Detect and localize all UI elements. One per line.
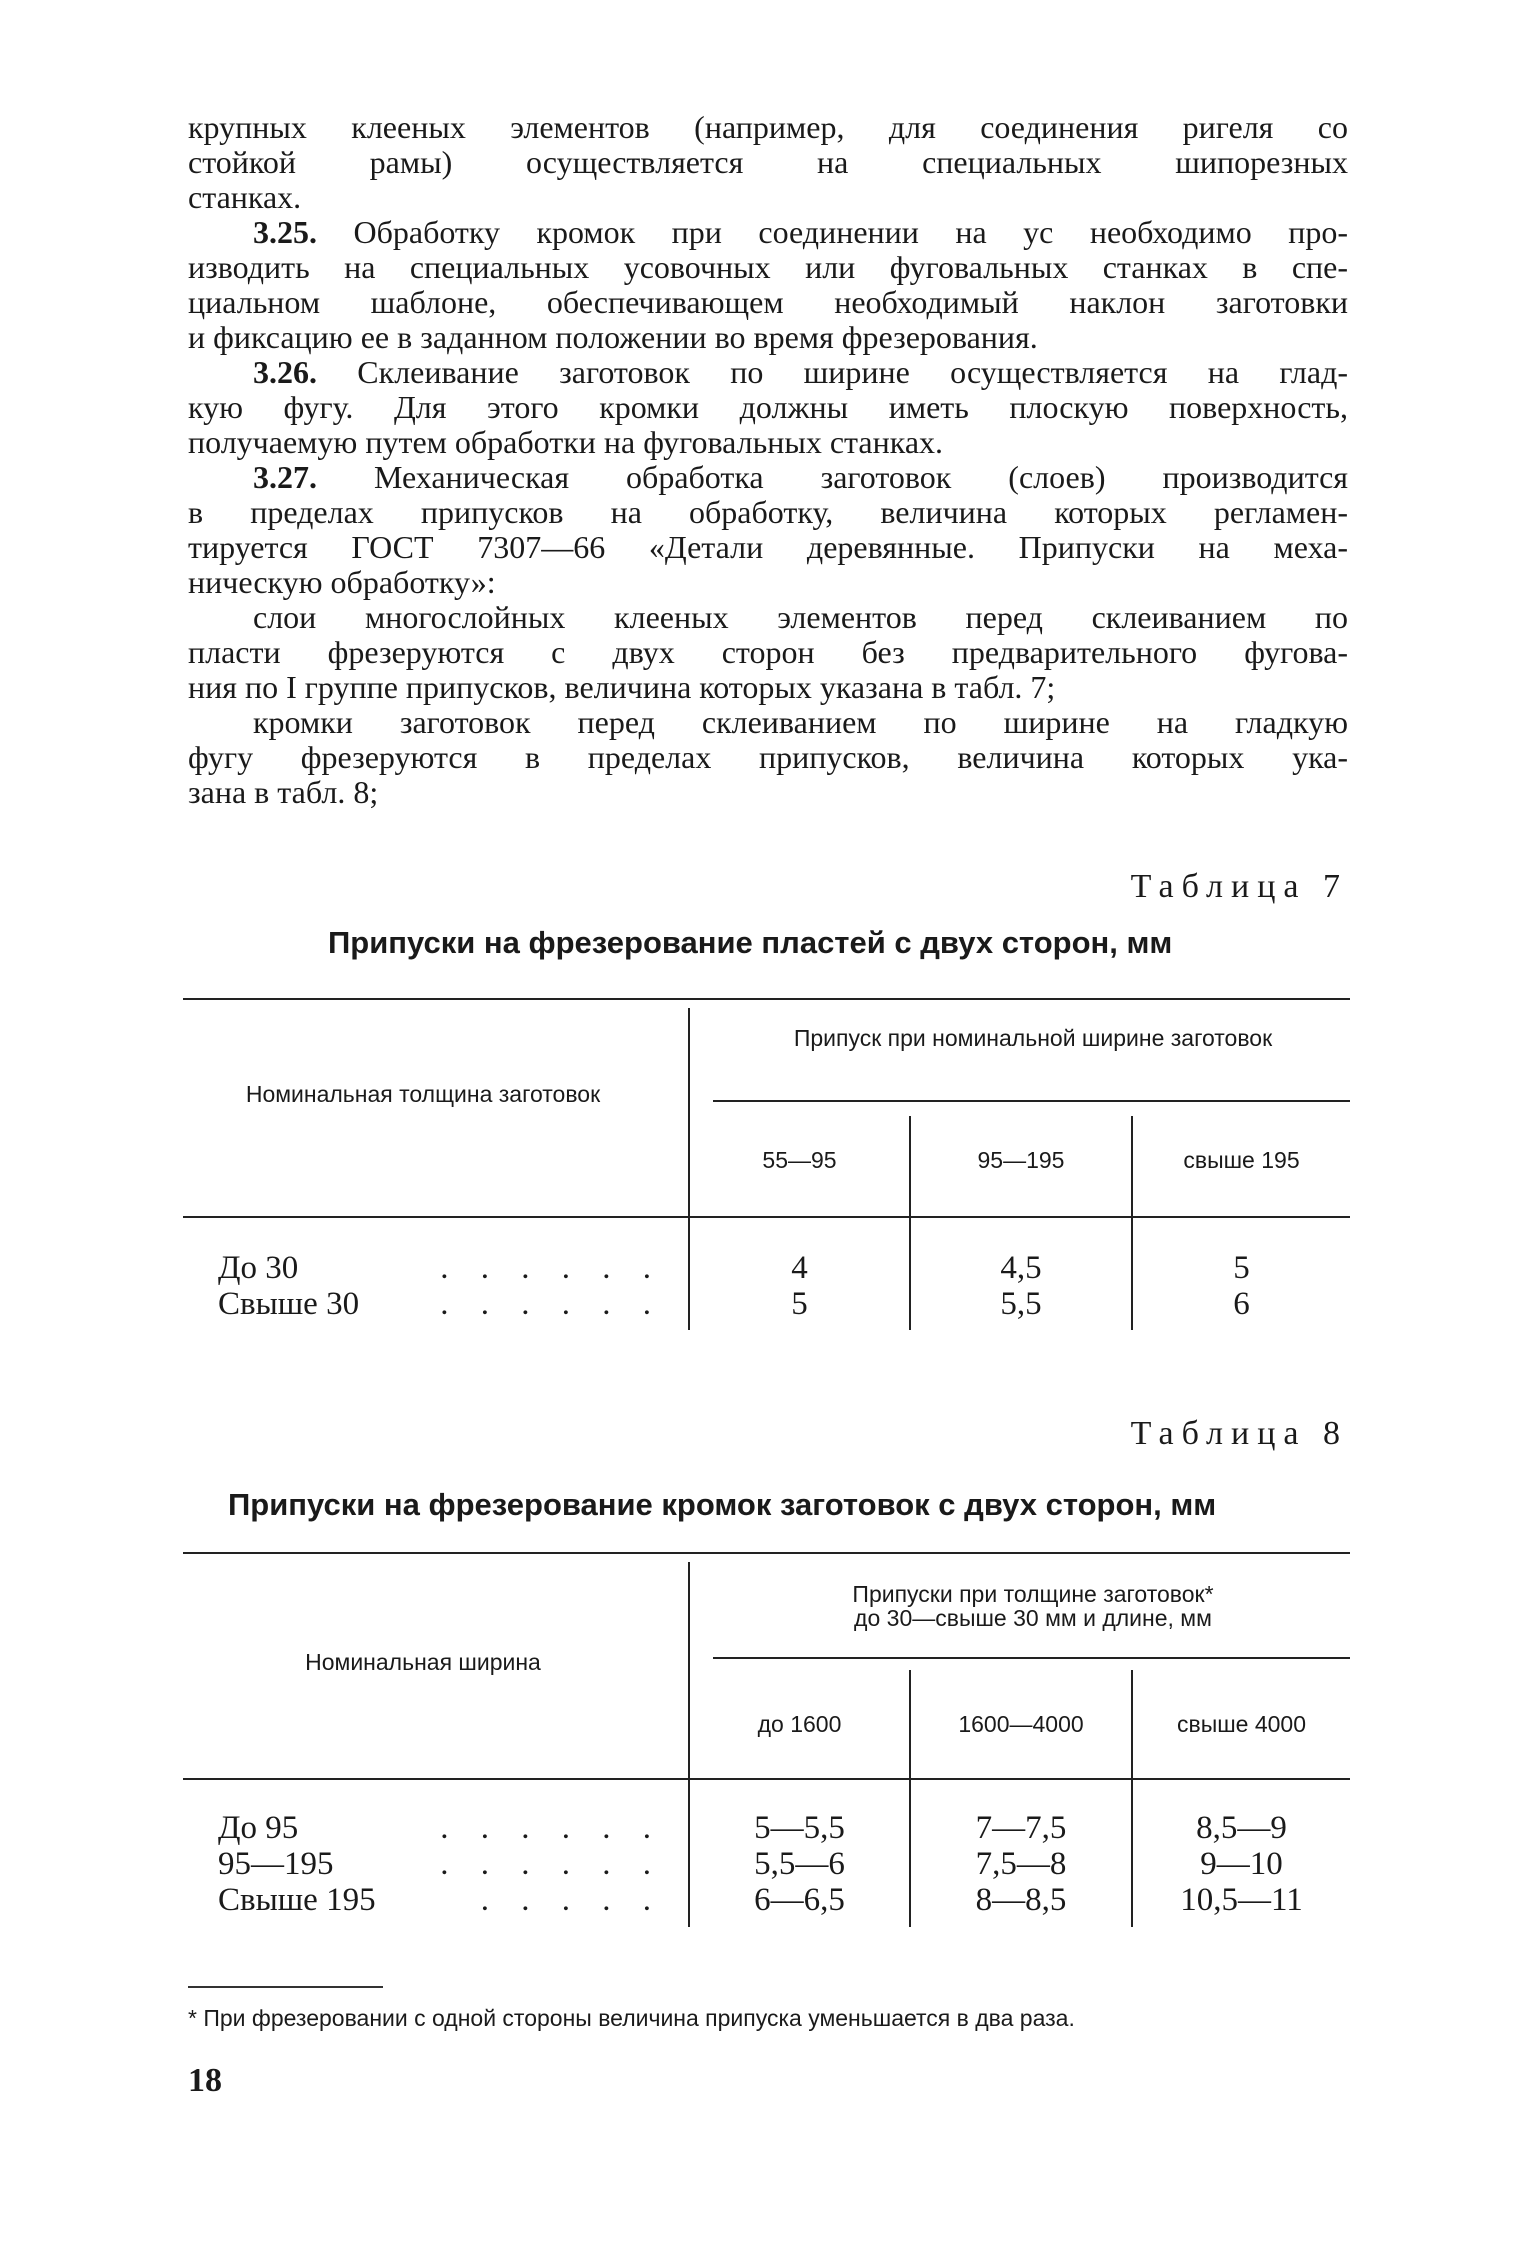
- table8-col-header: 1600—4000: [958, 1711, 1084, 1737]
- leader-dots: . . . . . .: [440, 1250, 663, 1286]
- text-line: зана в табл. 8;: [188, 774, 379, 810]
- paragraph-continuation: [188, 110, 1348, 215]
- text-line: ния по I группе припусков, величина которых указана в табл. 7;: [188, 669, 1056, 705]
- text-line: станках.: [188, 179, 302, 215]
- row-label: 95—195: [218, 1846, 334, 1882]
- table8-col-header: до 1600: [757, 1711, 842, 1737]
- table-row: [183, 1250, 1350, 1286]
- table7-title: Припуски на фрезерование пластей с двух сторон, мм: [328, 925, 1173, 960]
- table-row: [183, 1810, 1350, 1846]
- leader-dots: . . . . .: [480, 1882, 663, 1918]
- text-line: ническую обработку»:: [188, 564, 496, 600]
- table-rule: [183, 998, 1350, 1000]
- table7-col-header: 55—95: [762, 1147, 837, 1173]
- table-cell: 4,5: [1000, 1250, 1042, 1286]
- table-rule: [713, 1657, 1350, 1659]
- text-line: пласти фрезеруются с двух сторон без предварительного фугова-: [188, 634, 1348, 670]
- row-label-cell: [183, 1250, 663, 1286]
- table-row: [183, 1286, 1350, 1322]
- table-rule: [183, 1216, 1350, 1218]
- body-text: [188, 110, 1348, 810]
- row-label: Свыше 30: [218, 1286, 360, 1322]
- header-line: до 30—свыше 30 мм и длине, мм: [854, 1605, 1212, 1631]
- row-label: До 95: [218, 1810, 299, 1846]
- table-cell: 5—5,5: [754, 1810, 845, 1846]
- text-line: кую фугу. Для этого кромки должны иметь плоскую поверхность,: [188, 389, 1348, 425]
- table-cell: 5,5: [1000, 1286, 1042, 1322]
- text-line: фугу фрезеруются в пределах припусков, величина которых ука-: [188, 739, 1348, 775]
- table-cell: 5: [1233, 1250, 1250, 1286]
- table-cell: 9—10: [1200, 1846, 1283, 1882]
- text-line: кромки заготовок перед склеиванием по ширине на гладкую: [253, 704, 1348, 740]
- table-rule: [713, 1100, 1350, 1102]
- text-line: [188, 215, 1348, 250]
- paragraph-3-27: [188, 460, 1348, 600]
- table-row: [183, 1882, 1350, 1918]
- row-label-cell: [183, 1810, 663, 1846]
- text-fragment: Механическая обработка заготовок (слоев) производится: [317, 459, 1348, 495]
- row-label: До 30: [218, 1250, 299, 1286]
- table-rule: [183, 1778, 1350, 1780]
- text-line: [188, 460, 1348, 495]
- text-line: в пределах припусков на обработку, величина которых регламен-: [188, 494, 1348, 530]
- clause-number: 3.25.: [253, 214, 317, 250]
- table-cell: 7,5—8: [975, 1846, 1067, 1882]
- table8-group-header: [743, 1582, 1323, 1630]
- text-line: слои многослойных клееных элементов перед склеиванием по: [253, 599, 1348, 635]
- table7: [183, 998, 1350, 1333]
- text-fragment: Обработку кромок при соединении на ус необходимо про-: [317, 214, 1348, 250]
- table-cell: 6—6,5: [754, 1882, 845, 1918]
- table-cell: 5,5—6: [754, 1846, 845, 1882]
- text-line: изводить на специальных усовочных или фуговальных станках в спе-: [188, 249, 1348, 285]
- table8-caption: Таблица 8: [1130, 1415, 1348, 1452]
- leader-dots: . . . . . .: [440, 1846, 663, 1882]
- table8-row-header: Номинальная ширина: [305, 1649, 541, 1675]
- row-label-cell: [183, 1882, 663, 1918]
- table-cell: 10,5—11: [1180, 1882, 1303, 1918]
- clause-number: 3.26.: [253, 354, 317, 390]
- clause-number: 3.27.: [253, 459, 317, 495]
- table-rule: [183, 1552, 1350, 1554]
- page-number: 18: [188, 2062, 222, 2099]
- table-cell: 4: [791, 1250, 808, 1286]
- table-row: [183, 1846, 1350, 1882]
- text-line: тируется ГОСТ 7307—66 «Детали деревянные. Припуски на меха-: [188, 529, 1348, 565]
- text-fragment: Склеивание заготовок по ширине осуществляется на глад-: [317, 354, 1348, 390]
- header-line: Припуски при толщине заготовок*: [852, 1581, 1214, 1607]
- row-label-cell: [183, 1846, 663, 1882]
- table7-caption: Таблица 7: [1130, 868, 1348, 905]
- paragraph-layers: [188, 600, 1348, 705]
- leader-dots: . . . . . .: [440, 1810, 663, 1846]
- text-line: стойкой рамы) осуществляется на специальных шипорезных: [188, 144, 1348, 180]
- table8-col-header: свыше 4000: [1176, 1711, 1307, 1737]
- text-line: и фиксацию ее в заданном положении во время фрезерования.: [188, 319, 1038, 355]
- table8-title: Припуски на фрезерование кромок заготовок с двух сторон, мм: [228, 1487, 1217, 1522]
- table-cell: 7—7,5: [975, 1810, 1067, 1846]
- text-line: получаемую путем обработки на фуговальных станках.: [188, 424, 944, 460]
- table7-row-header: Номинальная толщина заготовок: [245, 1081, 601, 1107]
- table7-group-header: Припуск при номинальной ширине заготовок: [793, 1025, 1273, 1051]
- table-cell: 5: [791, 1286, 808, 1322]
- table-cell: 8—8,5: [975, 1882, 1067, 1918]
- paragraph-3-25: [188, 215, 1348, 355]
- paragraph-edges: [188, 705, 1348, 810]
- table-cell: 8,5—9: [1196, 1810, 1287, 1846]
- text-line: [188, 355, 1348, 390]
- row-label-cell: [183, 1286, 663, 1322]
- paragraph-3-26: [188, 355, 1348, 460]
- text-line: циальном шаблоне, обеспечивающем необходимый наклон заготовки: [188, 284, 1348, 320]
- table7-col-header: 95—195: [977, 1147, 1065, 1173]
- table-cell: 6: [1233, 1286, 1250, 1322]
- text-line: крупных клееных элементов (например, для соединения ригеля со: [188, 109, 1348, 145]
- footnote: * При фрезеровании с одной стороны величина припуска уменьшается в два раза.: [188, 2005, 1075, 2031]
- table8: [183, 1552, 1350, 1932]
- leader-dots: . . . . . .: [440, 1286, 663, 1322]
- footnote-rule: [188, 1986, 383, 1988]
- row-label: Свыше 195: [218, 1882, 376, 1918]
- table7-col-header: свыше 195: [1183, 1147, 1300, 1173]
